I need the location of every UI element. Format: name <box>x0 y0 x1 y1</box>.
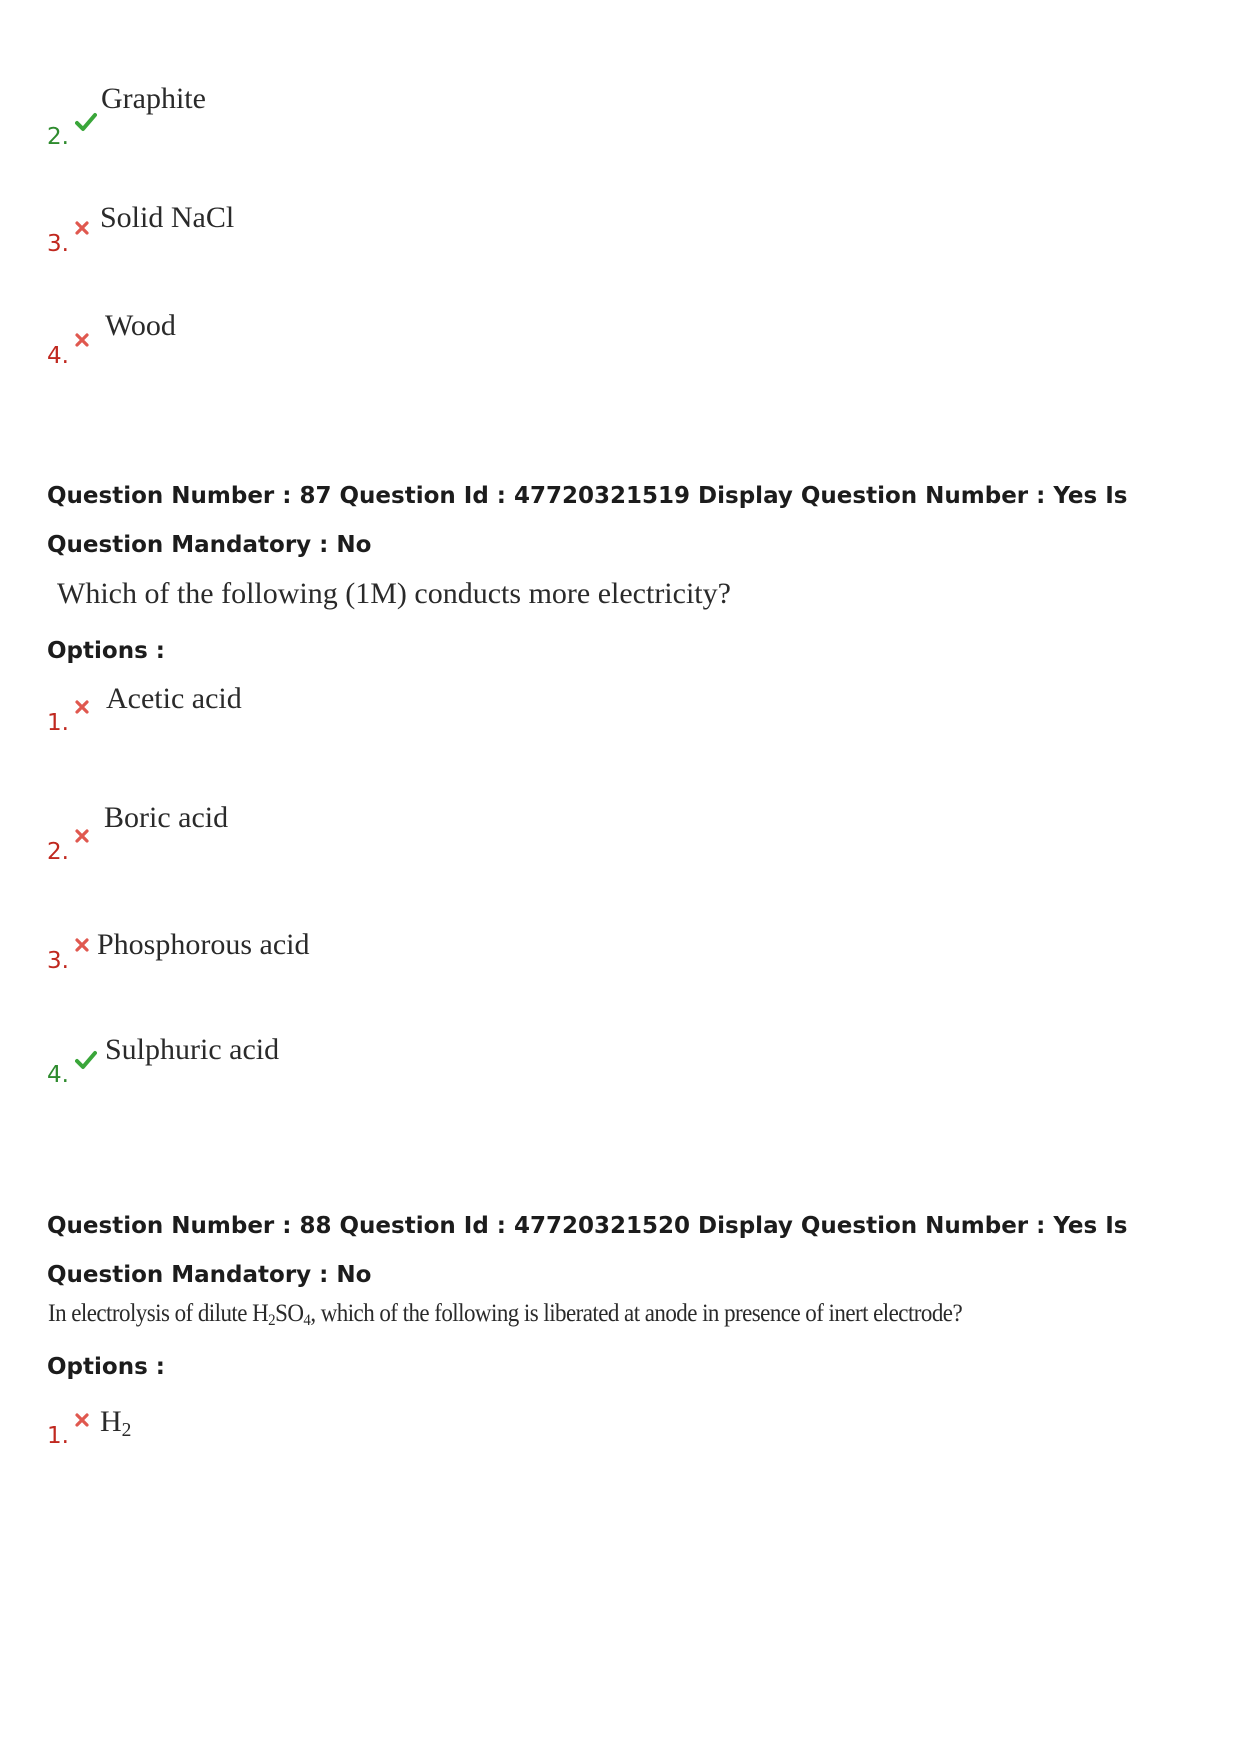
subscript: 2 <box>268 1311 276 1330</box>
check-icon <box>75 1050 97 1070</box>
option-text-main: H <box>100 1405 122 1438</box>
option-number: 4. <box>47 1062 69 1088</box>
option-number: 2. <box>47 124 69 150</box>
option-number: 1. <box>47 710 69 736</box>
option-text: Solid NaCl <box>100 201 235 234</box>
option-text: Graphite <box>101 82 206 115</box>
options-label: Options : <box>47 638 165 664</box>
question-text-part: SO <box>275 1300 304 1327</box>
option-text: Phosphorous acid <box>97 928 310 961</box>
option-text: Wood <box>105 309 176 342</box>
option-number: 2. <box>47 839 69 865</box>
cross-icon <box>75 333 89 347</box>
options-label: Options : <box>47 1354 165 1380</box>
question-text-part: In electrolysis of dilute H <box>48 1300 269 1327</box>
option-number: 3. <box>47 231 69 257</box>
option-text: Boric acid <box>104 801 229 834</box>
check-icon <box>75 112 97 132</box>
option-number: 3. <box>47 948 69 974</box>
option-text: Acetic acid <box>106 682 242 715</box>
cross-icon <box>75 829 89 843</box>
cross-icon <box>75 221 89 235</box>
subscript: 2 <box>121 1419 132 1441</box>
option-text <box>100 1405 131 1442</box>
cross-icon <box>75 938 89 952</box>
question-text <box>48 1300 962 1330</box>
question-header: Question Number : 87 Question Id : 47720321519 Display Question Number : Yes Is Question Mandatory : No <box>47 483 1128 558</box>
question-text: Which of the following (1M) conducts more electricity? <box>57 577 731 610</box>
question-text-part: , which of the following is liberated at anode in presence of inert electrode? <box>310 1300 963 1327</box>
subscript: 4 <box>303 1311 311 1330</box>
option-number: 4. <box>47 343 69 369</box>
cross-icon <box>75 1413 89 1427</box>
question-header: Question Number : 88 Question Id : 47720321520 Display Question Number : Yes Is Question Mandatory : No <box>47 1213 1128 1288</box>
option-number: 1. <box>47 1423 69 1449</box>
option-text: Sulphuric acid <box>105 1033 280 1066</box>
cross-icon <box>75 700 89 714</box>
